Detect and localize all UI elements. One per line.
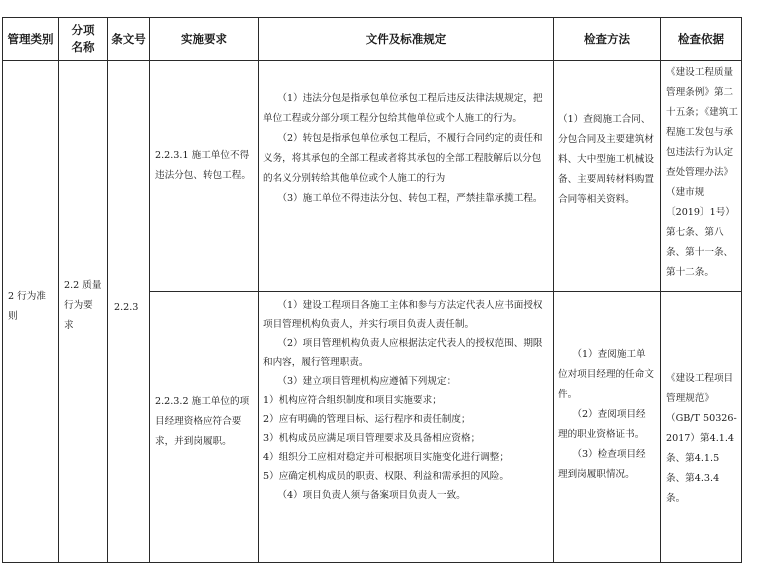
document-clause: 3）机构成员应满足项目管理要求及具备相应资格； <box>263 433 481 444</box>
cell-documents <box>263 296 547 505</box>
document-clause: （4）项目负责人须与备案项目负责人一致。 <box>277 490 466 501</box>
document-clause: 2）应有明确的管理目标、运行程序和责任制度； <box>263 414 471 425</box>
document-clause: 5）应确定机构成员的职责、权限、利益和需承担的风险。 <box>263 471 509 482</box>
method-item: （1）查阅施工单位对项目经理的任命文件。 <box>558 349 654 400</box>
cell-method <box>558 345 655 485</box>
header-basis: 检查依据 <box>678 31 724 46</box>
document-clause: （2）转包是指承包单位承包工程后，不履行合同约定的责任和义务，将其承包的全部工程或者将其承包的全部工程肢解后以分包的名义分别转给其他单位或个人施工的行为 <box>263 133 543 184</box>
header-documents: 文件及标准规定 <box>365 31 447 46</box>
document-clause: 4）组织分工应相对稳定并可根据项目实施变化进行调整； <box>263 452 509 463</box>
header-clause-no: 条文号 <box>111 31 146 46</box>
column-divider <box>58 17 59 563</box>
header-method: 检查方法 <box>584 31 630 46</box>
cell-documents <box>263 89 547 209</box>
cell-category: 2 行为准则 <box>8 291 46 322</box>
header-separator <box>2 60 742 61</box>
cell-method: （1）查阅施工合同、分包合同及主要建筑材料、大中型施工机械设备、主要周转材料购置合同等相关资料。 <box>558 114 654 205</box>
column-divider <box>149 17 150 563</box>
column-divider <box>258 17 259 563</box>
document-clause: （2）项目管理机构负责人应根据法定代表人的授权范围、期限和内容，履行管理职责。 <box>263 338 543 368</box>
table-border-left <box>2 17 3 563</box>
method-item: （3）检查项目经理到岗履职情况。 <box>558 449 646 480</box>
document-clause: （1）违法分包是指承包单位承包工程后违反法律法规规定，把单位工程或分部分项工程分包给其他单位或个人施工的行为。 <box>263 93 543 124</box>
header-category: 管理类别 <box>7 31 54 46</box>
table-border-right <box>741 17 742 563</box>
cell-clause-no: 2.2.3 <box>114 302 139 313</box>
method-item: （2）查阅项目经理的职业资格证书。 <box>558 409 646 440</box>
cell-basis: 《建设工程质量管理条例》第二十五条；《建筑工程施工发包与承包违法行为认定查处管理办法》（建市规〔2019〕1号）第七条、第八条、第十一条、第十二条。 <box>666 67 738 278</box>
document-clause: （3）施工单位不得违法分包、转包工程，严禁挂靠承揽工程。 <box>277 193 543 204</box>
column-divider <box>553 17 554 563</box>
cell-requirement: 2.2.3.2 施工单位的项目经理资格应符合要求，并到岗履职。 <box>155 396 250 447</box>
column-divider <box>660 17 661 563</box>
cell-sub-name: 2.2 质量行为要求 <box>64 280 102 331</box>
cell-basis: 《建设工程项目管理规范》（GB/T 50326-2017）第4.1.4条、第4.1.5条、第4.3.4条。 <box>666 373 737 504</box>
row-separator <box>149 291 742 292</box>
document-clause: 1）机构应符合组织制度和项目实施要求； <box>263 395 442 406</box>
header-sub-name: 分项名称 <box>71 23 95 54</box>
standards-table <box>2 17 742 563</box>
header-requirement: 实施要求 <box>181 31 227 46</box>
column-divider <box>107 17 108 563</box>
document-clause: （3）建立项目管理机构应遵循下列规定： <box>277 376 457 387</box>
table-border-bottom <box>2 562 742 563</box>
document-clause: （1）建设工程项目各施工主体和参与方法定代表人应书面授权项目管理机构负责人，并实行项目负责人责任制。 <box>263 300 543 330</box>
cell-requirement: 2.2.3.1 施工单位不得违法分包、转包工程。 <box>155 150 251 181</box>
